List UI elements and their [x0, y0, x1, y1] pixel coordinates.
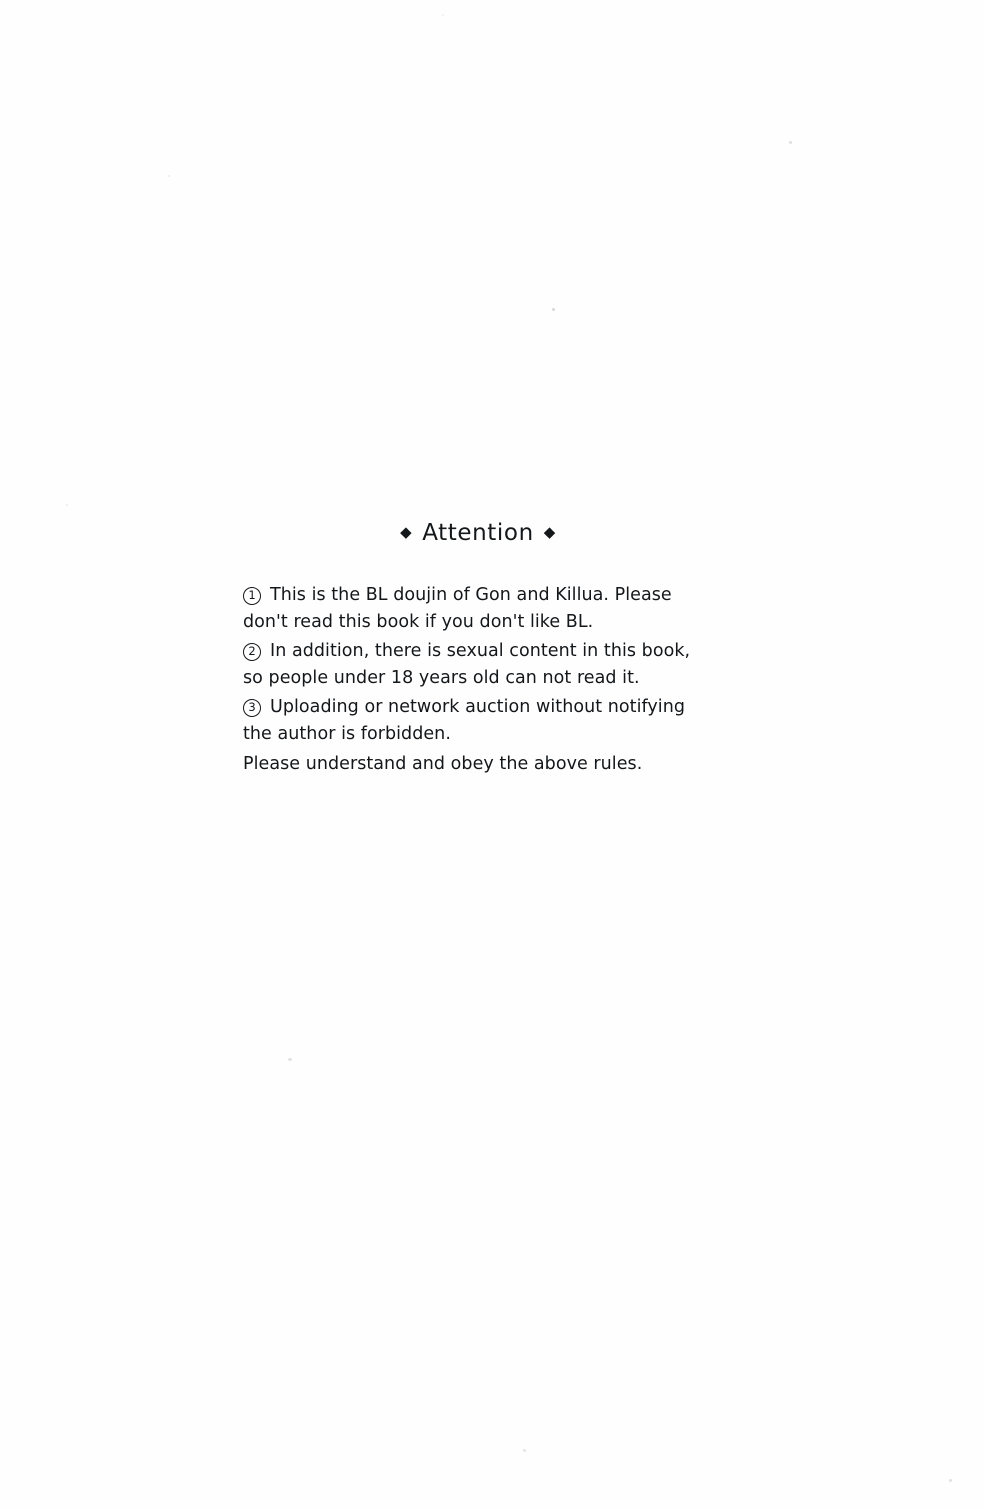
rule-number-badge: 1 — [243, 587, 261, 605]
page-title-text: Attention — [422, 520, 534, 546]
paper-speck — [949, 1479, 952, 1482]
list-item — [243, 582, 713, 635]
attention-notice — [243, 520, 713, 777]
rules-list — [243, 582, 713, 748]
paper-speck — [552, 308, 555, 311]
page-title — [243, 520, 713, 546]
rule-number-badge: 3 — [243, 699, 261, 717]
list-item — [243, 694, 713, 747]
closing-statement: Please understand and obey the above rules. — [243, 753, 643, 774]
diamond-left-icon: ◆ — [400, 523, 413, 541]
paper-speck — [523, 1449, 526, 1452]
rule-number-badge: 2 — [243, 643, 261, 661]
diamond-right-icon: ◆ — [543, 523, 556, 541]
paper-speck — [66, 504, 68, 506]
paper-speck — [288, 1058, 292, 1061]
paper-speck — [789, 141, 792, 144]
rule-text: In addition, there is sexual content in this book, so people under 18 years old can not read it. — [243, 641, 691, 688]
rule-text: Uploading or network auction without notifying the author is forbidden. — [243, 697, 686, 744]
list-item — [243, 638, 713, 691]
rule-text: This is the BL doujin of Gon and Killua. Please don't read this book if you don't like BL. — [243, 585, 672, 632]
paper-speck — [442, 14, 444, 16]
paper-speck — [168, 175, 170, 177]
